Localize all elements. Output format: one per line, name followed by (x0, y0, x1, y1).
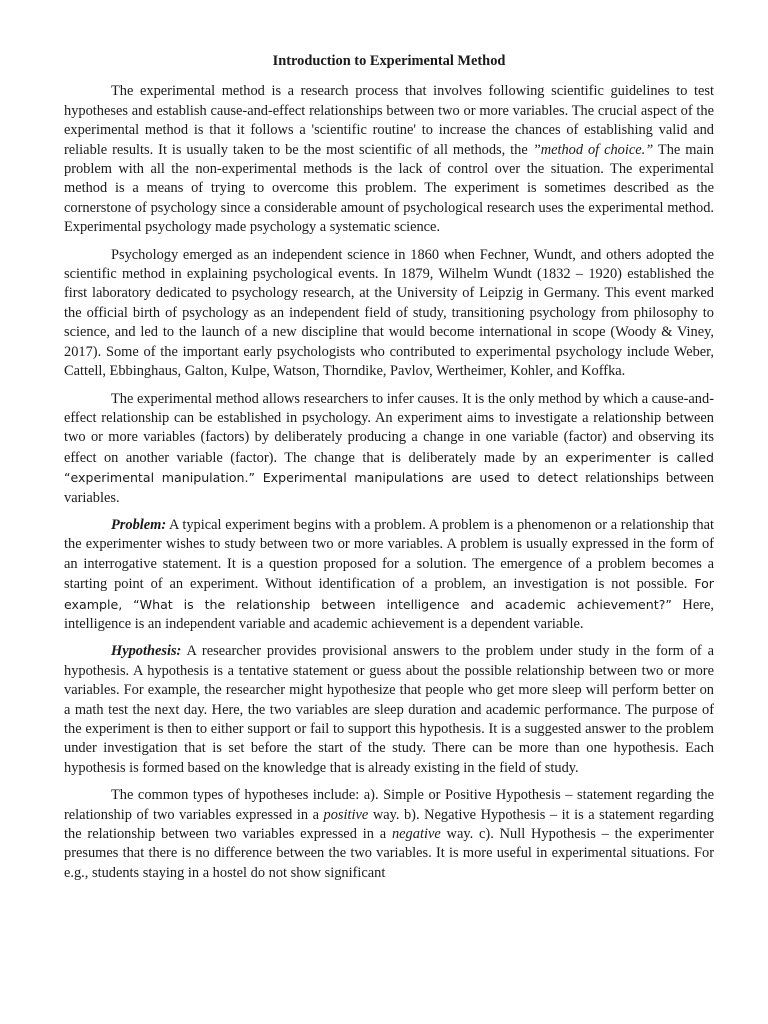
paragraph-causes (64, 390, 714, 508)
paragraph-problem-text-2: Here, intelligence is an independent variable and academic achievement is a dependent variable. (64, 596, 714, 632)
paragraph-intro (64, 82, 714, 237)
hypothesis-label: Hypothesis: (111, 643, 182, 660)
paragraph-types-text-2: way. b). Negative Hypothesis – it is a statement regarding the relationship between two variables expressed in a (64, 806, 714, 843)
paragraph-hypothesis-types (64, 786, 714, 883)
paragraph-intro-text-2: The main problem with all the non-experimental methods is the lack of control over the situation. The experimental method is a means of trying to overcome this problem. The experiment is sometimes described as the cornerstone of psychology since a considerable amount of psychological research uses the experimental method. Experimental psychology made psychology a systematic science. (64, 141, 714, 236)
paragraph-history: Psychology emerged as an independent science in 1860 when Fechner, Wundt, and others adopted the scientific method in explaining psychological events. In 1879, Wilhelm Wundt (1832 – 1920) established the first laboratory dedicated to psychology research, at the University of Leipzig in Germany. This event marked the official birth of psychology as an independent field of study, transitioning psychology from philosophy to science, and led to the launch of a new discipline that would become international in scope (Woody & Viney, 2017). Some of the important early psychologists who contributed to experimental psychology include Weber, Cattell, Ebbinghaus, Galton, Kulpe, Watson, Thorndike, Pavlov, Wertheimer, Kohler, and Koffka. (64, 246, 714, 380)
paragraph-causes-text-2: experimenter is called “experimental manipulation.” Experimental manipulations are used to detect (64, 449, 714, 486)
paragraph-types-text-3: way. c). Null Hypothesis – the experimenter presumes that there is no difference between the two variables. It is more useful in experimental situations. For e.g., students staying in a hostel do not show significant (64, 826, 714, 881)
negative-word: negative (391, 826, 441, 843)
paragraph-types-text-1: The common types of hypotheses include: a). Simple or Positive Hypothesis – statement regarding the relationship of two variables expressed in a (64, 787, 714, 823)
problem-label: Problem: (111, 516, 167, 533)
method-of-choice-quote: ”method of choice.” (532, 141, 654, 158)
paragraph-causes-text-1: The experimental method allows researchers to infer causes. It is the only method by which a cause-and-effect relationship can be established in psychology. An experiment aims to investigate a relationship between two or more variables (factors) by deliberately producing a change in one variable (factor) and observing its effect on another variable (factor). The change that is deliberately made by an (64, 390, 714, 466)
paragraph-causes-text-3: relationships between variables. (64, 470, 714, 506)
paragraph-hypothesis (64, 642, 714, 778)
document-title: Introduction to Experimental Method (272, 53, 506, 69)
document-page (64, 48, 714, 891)
positive-word: positive (323, 806, 369, 823)
paragraph-intro-text-1: The experimental method is a research process that involves following scientific guidelines to test hypotheses and establish cause-and-effect relationships between two or more variables. The crucial aspect of the experimental method is that it follows a 'scientific routine' to increase the chances of establishing valid and reliable results. It is usually taken to be the most scientific of all methods, the (64, 83, 714, 158)
paragraph-problem (64, 516, 714, 634)
paragraph-hypothesis-text: A researcher provides provisional answers to the problem under study in the form of a hypothesis. A hypothesis is a tentative statement or guess about the possible relationship between two or more variables. For example, the researcher might hypothesize that people who get more sleep will perform better on a math test the next day. Here, the two variables are sleep duration and academic performance. The purpose of the experiment is then to either support or fail to support this hypothesis. It is a suggested answer to the problem under investigation that is set before the start of the study. There can be more than one hypothesis. Each hypothesis is formed based on the knowledge that is already existing in the field of study. (64, 643, 714, 776)
paragraph-problem-text-1: A typical experiment begins with a problem. A problem is a phenomenon or a relationship that the experimenter wishes to study between two or more variables. A problem is usually expressed in the form of an interrogative statement. It is a question proposed for a solution. The emergence of a problem becomes a starting point of an experiment. Without identification of a problem, an investigation is not possible. (64, 516, 714, 593)
paragraph-problem-example: For example, “What is the relationship between intelligence and academic achievement?” (64, 576, 714, 612)
